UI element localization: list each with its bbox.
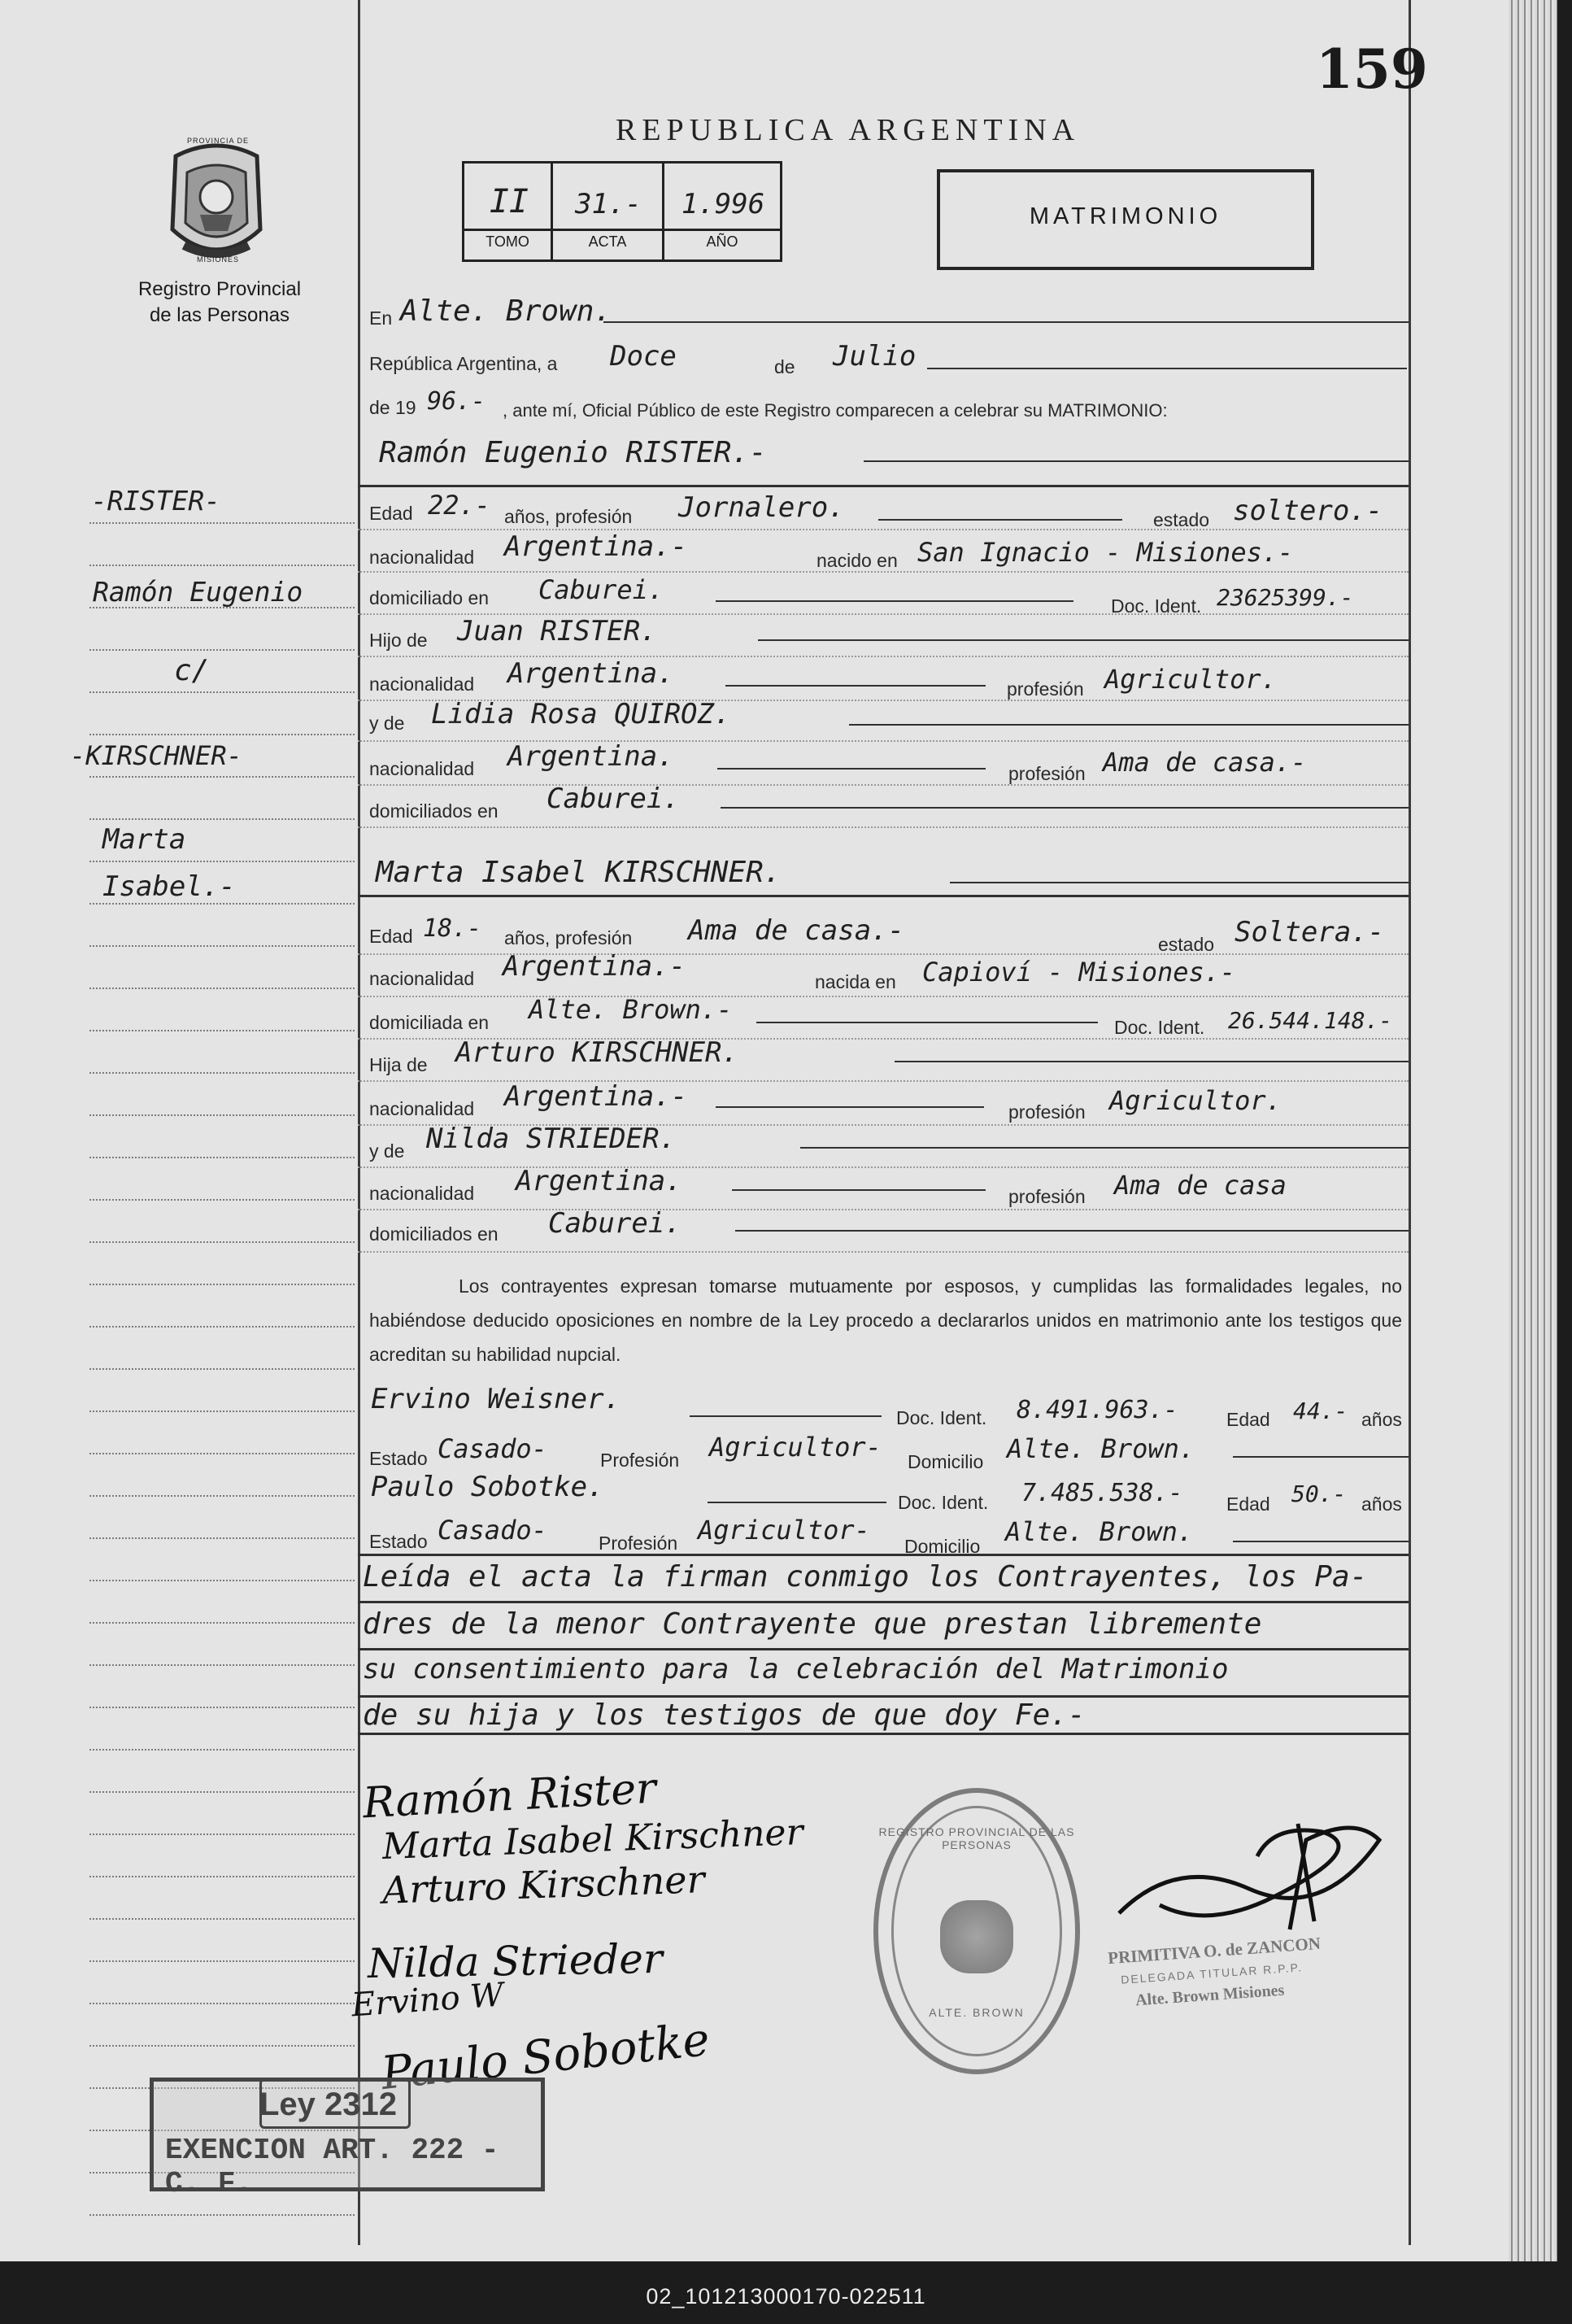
right-margin-rule — [1409, 0, 1411, 2245]
bride-mother-nationality: Argentina. — [516, 1165, 682, 1197]
ano-value: 1.996 — [681, 188, 765, 220]
label-doc-ident-w2: Doc. Ident. — [898, 1492, 989, 1513]
label-estado-w2: Estado — [369, 1531, 428, 1552]
bride-age: 18.- — [423, 914, 482, 943]
round-stamp-text: REGISTRO PROVINCIAL DE LAS PERSONAS — [878, 1825, 1075, 1851]
groom-doc: 23625399.- — [1217, 584, 1354, 611]
witness-2-profession: Agricultor- — [698, 1515, 870, 1546]
label-de: de — [774, 356, 795, 377]
witness-2-address: Alte. Brown. — [1005, 1516, 1194, 1547]
label-domiciliado-en: domiciliado en — [369, 587, 490, 608]
groom-nationality: Argentina.- — [504, 530, 688, 563]
acta-value: 31.- — [575, 188, 642, 220]
signature-bride: Marta Isabel Kirschner — [381, 1811, 804, 1868]
signature-witness-2: Paulo Sobotke — [378, 2012, 712, 2101]
form-rule-line — [358, 826, 1409, 828]
margin-rule-line — [89, 1199, 355, 1201]
label-nacionalidad-bride-father: nacionalidad — [369, 1098, 475, 1119]
ceremony-year: 96.- — [427, 387, 486, 416]
witness-1-address: Alte. Brown. — [1007, 1433, 1195, 1464]
label-anos-w2: años — [1361, 1493, 1402, 1515]
label-edad-bride: Edad — [369, 926, 413, 947]
label-nacido-en: nacido en — [816, 550, 898, 571]
bride-father: Arturo KIRSCHNER. — [455, 1036, 738, 1069]
bride-parents-address: Caburei. — [548, 1207, 681, 1240]
acta-label: ACTA — [588, 233, 627, 250]
margin-surname-bride: -KIRSCHNER- — [70, 740, 242, 771]
margin-rule-line — [89, 2003, 355, 2004]
groom-parents-address: Caburei. — [546, 783, 680, 815]
groom-father-nationality: Argentina. — [507, 657, 674, 690]
label-edad: Edad — [369, 503, 413, 524]
seal-bottom-text: MISIONES — [196, 255, 239, 264]
groom-father-profession: Agricultor. — [1104, 664, 1277, 695]
signature-bride-mother: Nilda Strieder — [367, 1934, 664, 1988]
margin-rule-line — [89, 1114, 355, 1116]
bride-status: Soltera.- — [1235, 916, 1385, 948]
form-rule-line — [358, 996, 1409, 997]
exemption-law: Ley 2312 — [259, 2086, 398, 2122]
book-page-edges — [1509, 0, 1557, 2261]
label-profesion-w1: Profesión — [600, 1450, 680, 1471]
margin-rule-line — [89, 1030, 355, 1031]
declaration-text: Los contrayentes expresan tomarse mutuamente por esposos, y cumplidas las formalidades legales, no habiéndose deducido oposiciones en nombre de la Ley procedo a declararlos unidos en matrimonio ante los testigos que acreditan su habilidad nupcial. — [369, 1275, 1402, 1365]
margin-rule-line — [89, 1368, 355, 1370]
margin-rule-line — [89, 1072, 355, 1074]
margin-rule-line — [89, 1326, 355, 1328]
signature-groom: Ramón Rister — [361, 1764, 658, 1829]
ceremony-place: Alte. Brown. — [400, 294, 612, 328]
seal-top-text: PROVINCIA DE — [186, 137, 249, 145]
label-domiciliada-en: domiciliada en — [369, 1012, 490, 1033]
header-title: REPUBLICA ARGENTINA — [616, 113, 1081, 147]
margin-rule-line — [89, 1157, 355, 1158]
form-rule-line — [358, 1251, 1409, 1253]
witness-1-name: Ervino Weisner. — [371, 1383, 621, 1415]
groom-profession: Jornalero. — [678, 491, 845, 524]
groom-status: soltero.- — [1233, 495, 1383, 527]
label-republica: República Argentina, a — [369, 353, 558, 374]
signature-witness-1: Ervino W — [350, 1976, 505, 2025]
closing-line-2: dres de la menor Contrayente que prestan libremente — [363, 1607, 1262, 1641]
margin-rule-line — [89, 861, 355, 862]
groom-mother: Lidia Rosa QUIROZ. — [431, 698, 731, 730]
exemption-stamp — [150, 2078, 545, 2200]
left-margin-rule — [358, 0, 360, 2245]
margin-rule-line — [89, 1791, 355, 1793]
closing-line-3: su consentimiento para la celebración del Matrimonio — [363, 1653, 1229, 1685]
margin-rule-line — [89, 1960, 355, 1962]
margin-rule-line — [89, 903, 355, 905]
bride-doc: 26.544.148.- — [1228, 1007, 1393, 1034]
bride-nationality: Argentina.- — [503, 950, 686, 983]
label-domiciliados-en: domiciliados en — [369, 800, 499, 822]
witness-1-status: Casado- — [438, 1433, 547, 1464]
bride-full-name: Marta Isabel KIRSCHNER. — [376, 856, 782, 889]
margin-rule-line — [89, 1749, 355, 1751]
margin-rule-line — [89, 1241, 355, 1243]
label-anos-profesion-bride: años, profesión — [504, 927, 633, 948]
label-nacionalidad-mother: nacionalidad — [369, 758, 475, 779]
bride-profession: Ama de casa.- — [688, 914, 905, 947]
bride-father-nationality: Argentina.- — [504, 1080, 688, 1113]
margin-rule-line — [89, 1537, 355, 1539]
margin-rule-line — [89, 1707, 355, 1708]
label-y-de: y de — [369, 713, 405, 734]
exemption-text: EXENCION ART. 222 - C. F. — [165, 2134, 499, 2200]
ceremony-day: Doce — [610, 340, 677, 373]
tomo-value: II — [489, 183, 529, 220]
ano-label: AÑO — [706, 233, 738, 250]
label-domicilio-w2: Domicilio — [904, 1536, 981, 1557]
form-rule-line — [358, 784, 1409, 786]
provincial-seal-icon — [159, 140, 273, 267]
label-nacida-en: nacida en — [815, 971, 896, 992]
witness-1-doc: 8.491.963.- — [1017, 1396, 1178, 1424]
page-number: 159 — [1316, 37, 1428, 101]
registry-round-stamp — [873, 1788, 1080, 2074]
official-stamp-line3: Alte. Brown Misiones — [1134, 1981, 1286, 2010]
label-hija-de: Hija de — [369, 1054, 428, 1075]
label-nacionalidad-bride-mother: nacionalidad — [369, 1183, 475, 1204]
label-nacionalidad-father: nacionalidad — [369, 674, 475, 695]
margin-rule-line — [89, 1580, 355, 1581]
margin-rule-line — [89, 1453, 355, 1454]
label-anos-profesion: años, profesión — [504, 506, 633, 527]
label-doc-ident-w1: Doc. Ident. — [896, 1407, 987, 1428]
margin-rule-line — [89, 776, 355, 778]
witness-1-age: 44.- — [1293, 1397, 1348, 1424]
official-stamp-line2: DELEGADA TITULAR R.P.P. — [1120, 1960, 1304, 1986]
margin-rule-line — [89, 1876, 355, 1877]
doc-type-box — [937, 169, 1314, 270]
witness-2-age: 50.- — [1291, 1480, 1347, 1507]
margin-name-groom: Ramón Eugenio — [93, 576, 303, 608]
margin-rule-line — [89, 1411, 355, 1412]
record-table — [462, 161, 782, 262]
groom-mother-nationality: Argentina. — [507, 740, 674, 773]
label-ante-mi: , ante mí, Oficial Público de este Registro comparecen a celebrar su MATRIMONIO: — [503, 400, 1168, 421]
tomo-label: TOMO — [486, 233, 529, 250]
margin-rule-line — [89, 691, 355, 693]
witness-2-name: Paulo Sobotke. — [371, 1471, 604, 1503]
margin-rule-line — [89, 988, 355, 989]
groom-birthplace: San Ignacio - Misiones.- — [917, 537, 1294, 568]
label-nacionalidad-bride: nacionalidad — [369, 968, 475, 989]
bride-mother-profession: Ama de casa — [1114, 1170, 1287, 1201]
margin-rule-line — [89, 1918, 355, 1920]
image-id-caption: 02_101213000170-022511 — [646, 2284, 926, 2309]
margin-surname-groom: -RISTER- — [91, 485, 220, 517]
margin-rule-line — [89, 818, 355, 820]
label-edad-w1: Edad — [1226, 1409, 1270, 1430]
label-nacionalidad: nacionalidad — [369, 547, 475, 568]
label-profesion-bride-father: profesión — [1008, 1101, 1086, 1123]
label-estado: estado — [1153, 509, 1210, 530]
label-domicilio-w1: Domicilio — [908, 1451, 984, 1472]
form-rule-line — [358, 1209, 1409, 1210]
label-y-de-bride: y de — [369, 1140, 405, 1162]
label-profesion-father: profesión — [1007, 678, 1084, 700]
label-doc-ident: Doc. Ident. — [1111, 595, 1202, 617]
label-estado-w1: Estado — [369, 1448, 428, 1469]
margin-rule-line — [89, 734, 355, 735]
margin-rule-line — [89, 522, 355, 524]
groom-father: Juan RISTER. — [457, 615, 657, 647]
registry-name-1: Registro Provincial — [137, 278, 302, 300]
label-de-year: de 19 — [369, 397, 416, 418]
bride-mother: Nilda STRIEDER. — [426, 1123, 677, 1155]
margin-rule-line — [89, 1495, 355, 1497]
label-domiciliados-en-bride: domiciliados en — [369, 1223, 499, 1245]
label-anos-w1: años — [1361, 1409, 1402, 1430]
closing-line-4: de su hija y los testigos de que doy Fe.- — [363, 1698, 1086, 1732]
witness-2-doc: 7.485.538.- — [1021, 1479, 1183, 1507]
signature-bride-father: Arturo Kirschner — [381, 1857, 706, 1912]
margin-rule-line — [89, 2214, 355, 2216]
registry-name-2: de las Personas — [149, 304, 290, 326]
margin-rule-line — [89, 1664, 355, 1666]
closing-line-1: Leída el acta la firman conmigo los Contrayentes, los Pa- — [363, 1560, 1368, 1594]
official-stamp-line1: PRIMITIVA O. de ZANCON — [1107, 1933, 1322, 1969]
label-profesion-w2: Profesión — [599, 1533, 678, 1554]
round-stamp-sub: ALTE. BROWN — [929, 2006, 1025, 2019]
label-estado-bride: estado — [1158, 934, 1215, 955]
bride-address: Alte. Brown.- — [529, 994, 733, 1025]
witness-2-status: Casado- — [438, 1515, 547, 1546]
official-signature-icon — [1111, 1807, 1396, 1938]
label-doc-ident-bride: Doc. Ident. — [1114, 1017, 1205, 1038]
margin-rule-line — [89, 945, 355, 947]
margin-rule-line — [89, 2045, 355, 2047]
doc-type-label: MATRIMONIO — [1029, 203, 1222, 229]
label-profesion-mother: profesión — [1008, 763, 1086, 784]
label-profesion-bride-mother: profesión — [1008, 1186, 1086, 1207]
groom-address: Caburei. — [538, 574, 664, 605]
margin-rule-line — [89, 1284, 355, 1285]
label-edad-w2: Edad — [1226, 1493, 1270, 1515]
margin-rule-line — [89, 1833, 355, 1835]
groom-mother-profession: Ama de casa.- — [1103, 747, 1307, 778]
margin-conector: c/ — [174, 654, 210, 687]
bride-father-profession: Agricultor. — [1109, 1085, 1282, 1116]
margin-name-bride-1: Marta — [102, 823, 186, 856]
label-en: En — [369, 307, 393, 329]
margin-rule-line — [89, 565, 355, 566]
groom-full-name: Ramón Eugenio RISTER.- — [379, 436, 767, 469]
margin-rule-line — [89, 649, 355, 651]
witness-1-profession: Agricultor- — [709, 1432, 882, 1463]
groom-age: 22.- — [428, 490, 491, 521]
margin-name-bride-2: Isabel.- — [102, 870, 236, 903]
label-hijo-de: Hijo de — [369, 630, 428, 651]
ceremony-month: Julio — [833, 340, 917, 373]
bride-birthplace: Capioví - Misiones.- — [922, 957, 1236, 988]
margin-rule-line — [89, 1622, 355, 1624]
